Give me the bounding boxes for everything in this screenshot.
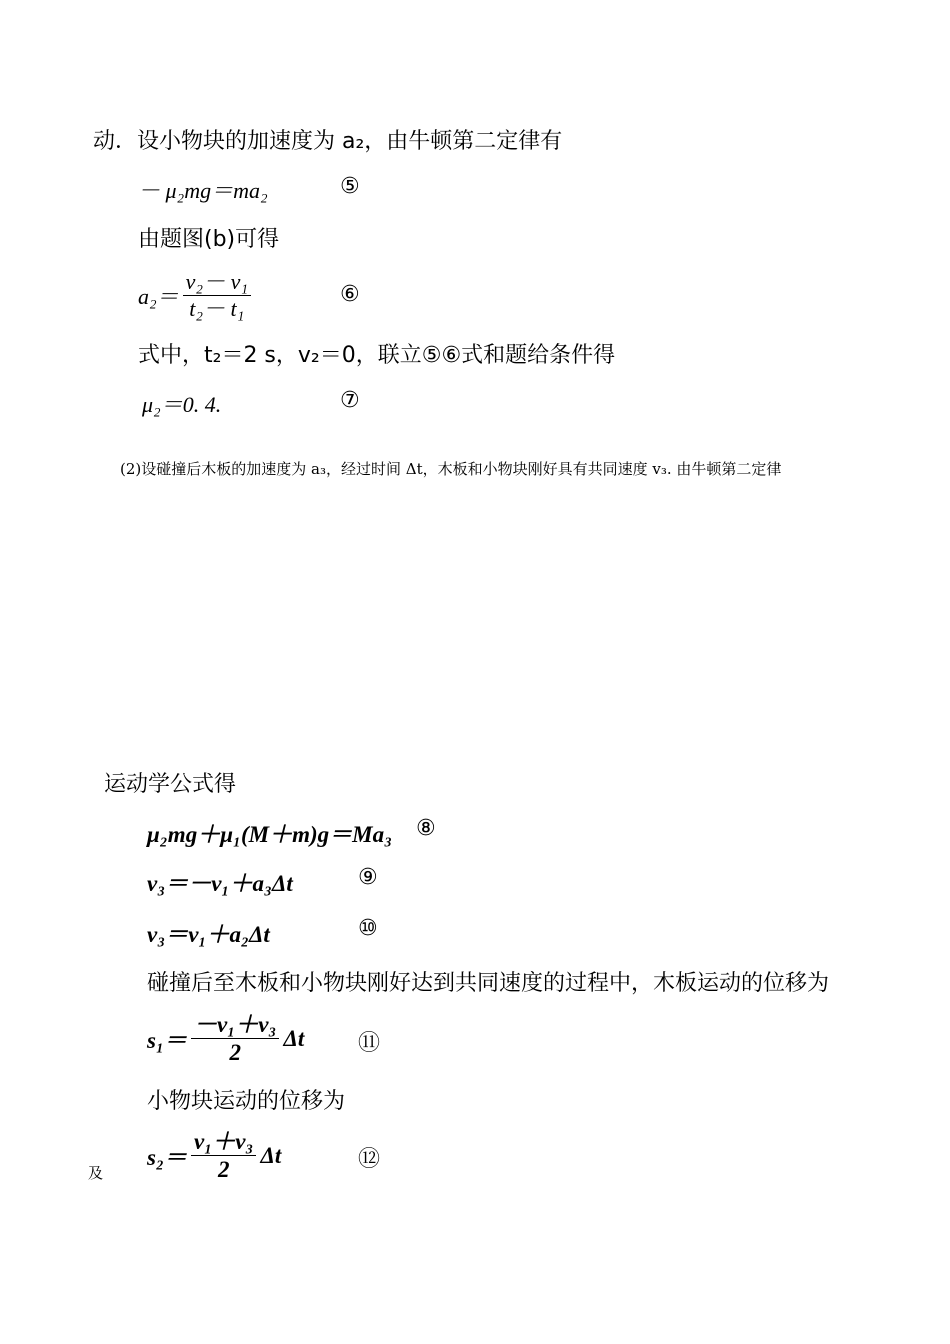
equation-6 [138, 270, 255, 321]
equation-5-marker: ⑤ [340, 174, 360, 199]
equation-7: μ₂＝0. 4. [142, 392, 222, 417]
equation-11-fraction [191, 1012, 279, 1066]
equation-12-numerator: v₁＋v₃ [191, 1129, 256, 1156]
text-where: 式中，t₂＝2 s，v₂＝0，联立⑤⑥式和题给条件得 [138, 343, 616, 368]
equation-6-fraction [183, 270, 251, 321]
equation-12-fraction [191, 1129, 256, 1183]
equation-6-denominator: t₂－ t₁ [189, 296, 245, 322]
equation-12-lhs: s₂＝ [147, 1145, 187, 1171]
equation-11-rhs: Δt [283, 1025, 305, 1051]
equation-12-rhs: Δt [260, 1142, 282, 1168]
equation-11-marker: ⑪ [358, 1031, 381, 1056]
equation-10: v₃＝v₁＋a₂Δt [147, 922, 270, 947]
equation-11-lhs: s₁＝ [147, 1028, 187, 1054]
equation-8-marker: ⑧ [416, 816, 436, 841]
paragraph-2: (2)设碰撞后木板的加速度为 a₃，经过时间 Δt，木板和小物块刚好具有共同速度 v₃. 由牛顿第二定律 [120, 460, 782, 478]
equation-11-denominator: 2 [229, 1040, 241, 1066]
text-block-displacement: 小物块运动的位移为 [147, 1089, 346, 1114]
equation-8: μ₂mg＋μ₁(M＋m)g＝Ma₃ [147, 822, 393, 847]
equation-6-marker: ⑥ [340, 282, 360, 307]
equation-12 [147, 1129, 281, 1183]
equation-9-marker: ⑨ [358, 865, 378, 890]
equation-11-numerator: －v₁＋v₃ [191, 1012, 279, 1039]
text-board-displacement: 碰撞后至木板和小物块刚好达到共同速度的过程中，木板运动的位移为 [147, 971, 830, 996]
equation-6-lhs: a₂＝ [138, 284, 179, 310]
equation-12-marker: ⑫ [358, 1147, 381, 1172]
text-from-figure: 由题图(b)可得 [138, 227, 280, 252]
equation-9: v₃＝－v₁＋a₃Δt [147, 871, 293, 896]
side-character: 及 [88, 1164, 104, 1182]
equation-10-marker: ⑩ [358, 916, 378, 941]
equation-12-denominator: 2 [217, 1157, 230, 1183]
kinematics-line: 运动学公式得 [104, 772, 237, 797]
equation-5: － μ₂mg＝ma₂ [138, 178, 268, 203]
equation-11 [147, 1012, 304, 1066]
intro-line: 动．设小物块的加速度为 a₂，由牛顿第二定律有 [93, 129, 563, 154]
equation-6-numerator: v₂－ v₁ [183, 270, 251, 296]
equation-7-marker: ⑦ [340, 388, 360, 413]
